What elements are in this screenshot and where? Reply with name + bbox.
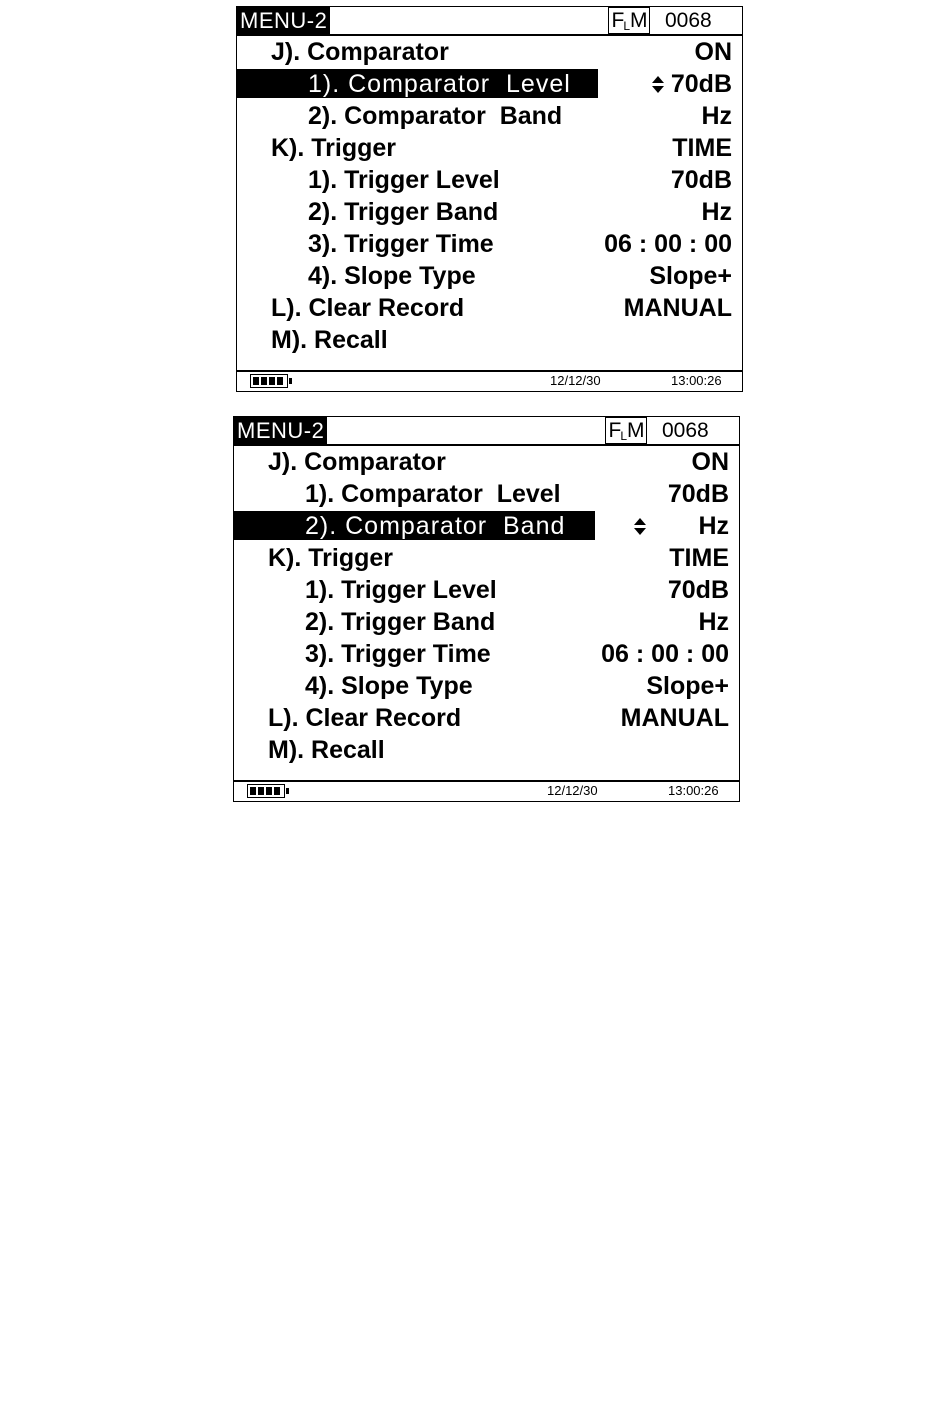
menu-item-label: K). Trigger <box>268 544 394 572</box>
menu-item-label: 2). Trigger Band <box>305 608 496 636</box>
battery-full-icon <box>247 784 285 798</box>
menu-item-value: Hz <box>698 512 729 540</box>
menu-item-label: 2). Trigger Band <box>308 198 499 226</box>
menu-item-label: 4). Slope Type <box>308 262 476 290</box>
up-down-arrows-icon[interactable] <box>634 518 646 535</box>
menu-item-value: 70dB <box>670 166 732 194</box>
menu-item-label: L). Clear Record <box>268 704 462 732</box>
menu-item-trigger-level[interactable] <box>237 164 742 196</box>
menu-item-comparator-level[interactable] <box>237 68 742 100</box>
mode-f: F <box>608 419 621 442</box>
menu-item-clear-record[interactable] <box>234 702 739 734</box>
record-counter: 0068 <box>662 419 709 442</box>
menu-item-trigger-band[interactable] <box>237 196 742 228</box>
status-divider <box>237 370 742 372</box>
mode-m: M <box>627 419 644 442</box>
menu-item-value: 06 : 00 : 00 <box>604 230 732 258</box>
menu-item-value: MANUAL <box>623 294 732 322</box>
menu-item-comparator-band[interactable] <box>234 510 739 542</box>
menu-item-label: 1). Comparator Level <box>308 70 571 98</box>
menu-item-label: 4). Slope Type <box>305 672 473 700</box>
status-time: 13:00:26 <box>671 373 722 388</box>
menu-screen-1 <box>236 6 743 392</box>
menu-item-clear-record[interactable] <box>237 292 742 324</box>
status-divider <box>234 780 739 782</box>
menu-item-value: ON <box>694 38 732 66</box>
mode-indicator <box>608 7 650 34</box>
menu-screen-2 <box>233 416 740 802</box>
menu-item-trigger-time[interactable] <box>237 228 742 260</box>
mode-sub: L <box>623 19 629 33</box>
up-down-arrows-icon[interactable] <box>652 76 664 93</box>
menu-item-trigger-time[interactable] <box>234 638 739 670</box>
battery-full-icon <box>250 374 288 388</box>
mode-sub: L <box>620 429 626 443</box>
menu-item-label: L). Clear Record <box>271 294 465 322</box>
status-date: 12/12/30 <box>547 783 598 798</box>
menu-item-value: Slope+ <box>646 672 729 700</box>
menu-item-label: K). Trigger <box>271 134 397 162</box>
menu-item-value: TIME <box>669 544 729 572</box>
menu-item-comparator-band[interactable] <box>237 100 742 132</box>
menu-item-label: M). Recall <box>268 736 385 764</box>
menu-item-value: Hz <box>701 198 732 226</box>
mode-m: M <box>630 9 647 32</box>
menu-item-value: 06 : 00 : 00 <box>601 640 729 668</box>
status-time: 13:00:26 <box>668 783 719 798</box>
menu-item-label: J). Comparator <box>268 448 446 476</box>
menu-item-recall[interactable] <box>234 734 739 766</box>
menu-item-value: Hz <box>698 608 729 636</box>
menu-item-trigger-band[interactable] <box>234 606 739 638</box>
menu-item-label: M). Recall <box>271 326 388 354</box>
menu-item-trigger-level[interactable] <box>234 574 739 606</box>
menu-item-label: 1). Trigger Level <box>305 576 497 604</box>
menu-item-recall[interactable] <box>237 324 742 356</box>
menu-item-label: 1). Comparator Level <box>305 480 561 508</box>
menu-item-comparator[interactable] <box>237 36 742 68</box>
menu-item-value: TIME <box>672 134 732 162</box>
menu-item-value: 70dB <box>667 576 729 604</box>
status-date: 12/12/30 <box>550 373 601 388</box>
menu-item-value: Hz <box>701 102 732 130</box>
menu-item-value: 70dB <box>670 70 732 98</box>
menu-item-label: 2). Comparator Band <box>308 102 563 130</box>
menu-item-label: J). Comparator <box>271 38 449 66</box>
menu-item-slope-type[interactable] <box>237 260 742 292</box>
menu-title: MENU-2 <box>237 7 330 34</box>
menu-title: MENU-2 <box>234 417 327 444</box>
menu-item-label: 1). Trigger Level <box>308 166 500 194</box>
menu-item-value: ON <box>691 448 729 476</box>
menu-item-slope-type[interactable] <box>234 670 739 702</box>
menu-item-comparator[interactable] <box>234 446 739 478</box>
menu-item-comparator-level[interactable] <box>234 478 739 510</box>
menu-item-value: MANUAL <box>620 704 729 732</box>
menu-item-label: 3). Trigger Time <box>308 230 494 258</box>
mode-f: F <box>611 9 624 32</box>
menu-item-label: 3). Trigger Time <box>305 640 491 668</box>
record-counter: 0068 <box>665 9 712 32</box>
menu-item-value: Slope+ <box>649 262 732 290</box>
menu-item-value: 70dB <box>667 480 729 508</box>
menu-item-label: 2). Comparator Band <box>305 512 566 540</box>
mode-indicator <box>605 417 647 444</box>
menu-item-trigger[interactable] <box>237 132 742 164</box>
menu-item-trigger[interactable] <box>234 542 739 574</box>
